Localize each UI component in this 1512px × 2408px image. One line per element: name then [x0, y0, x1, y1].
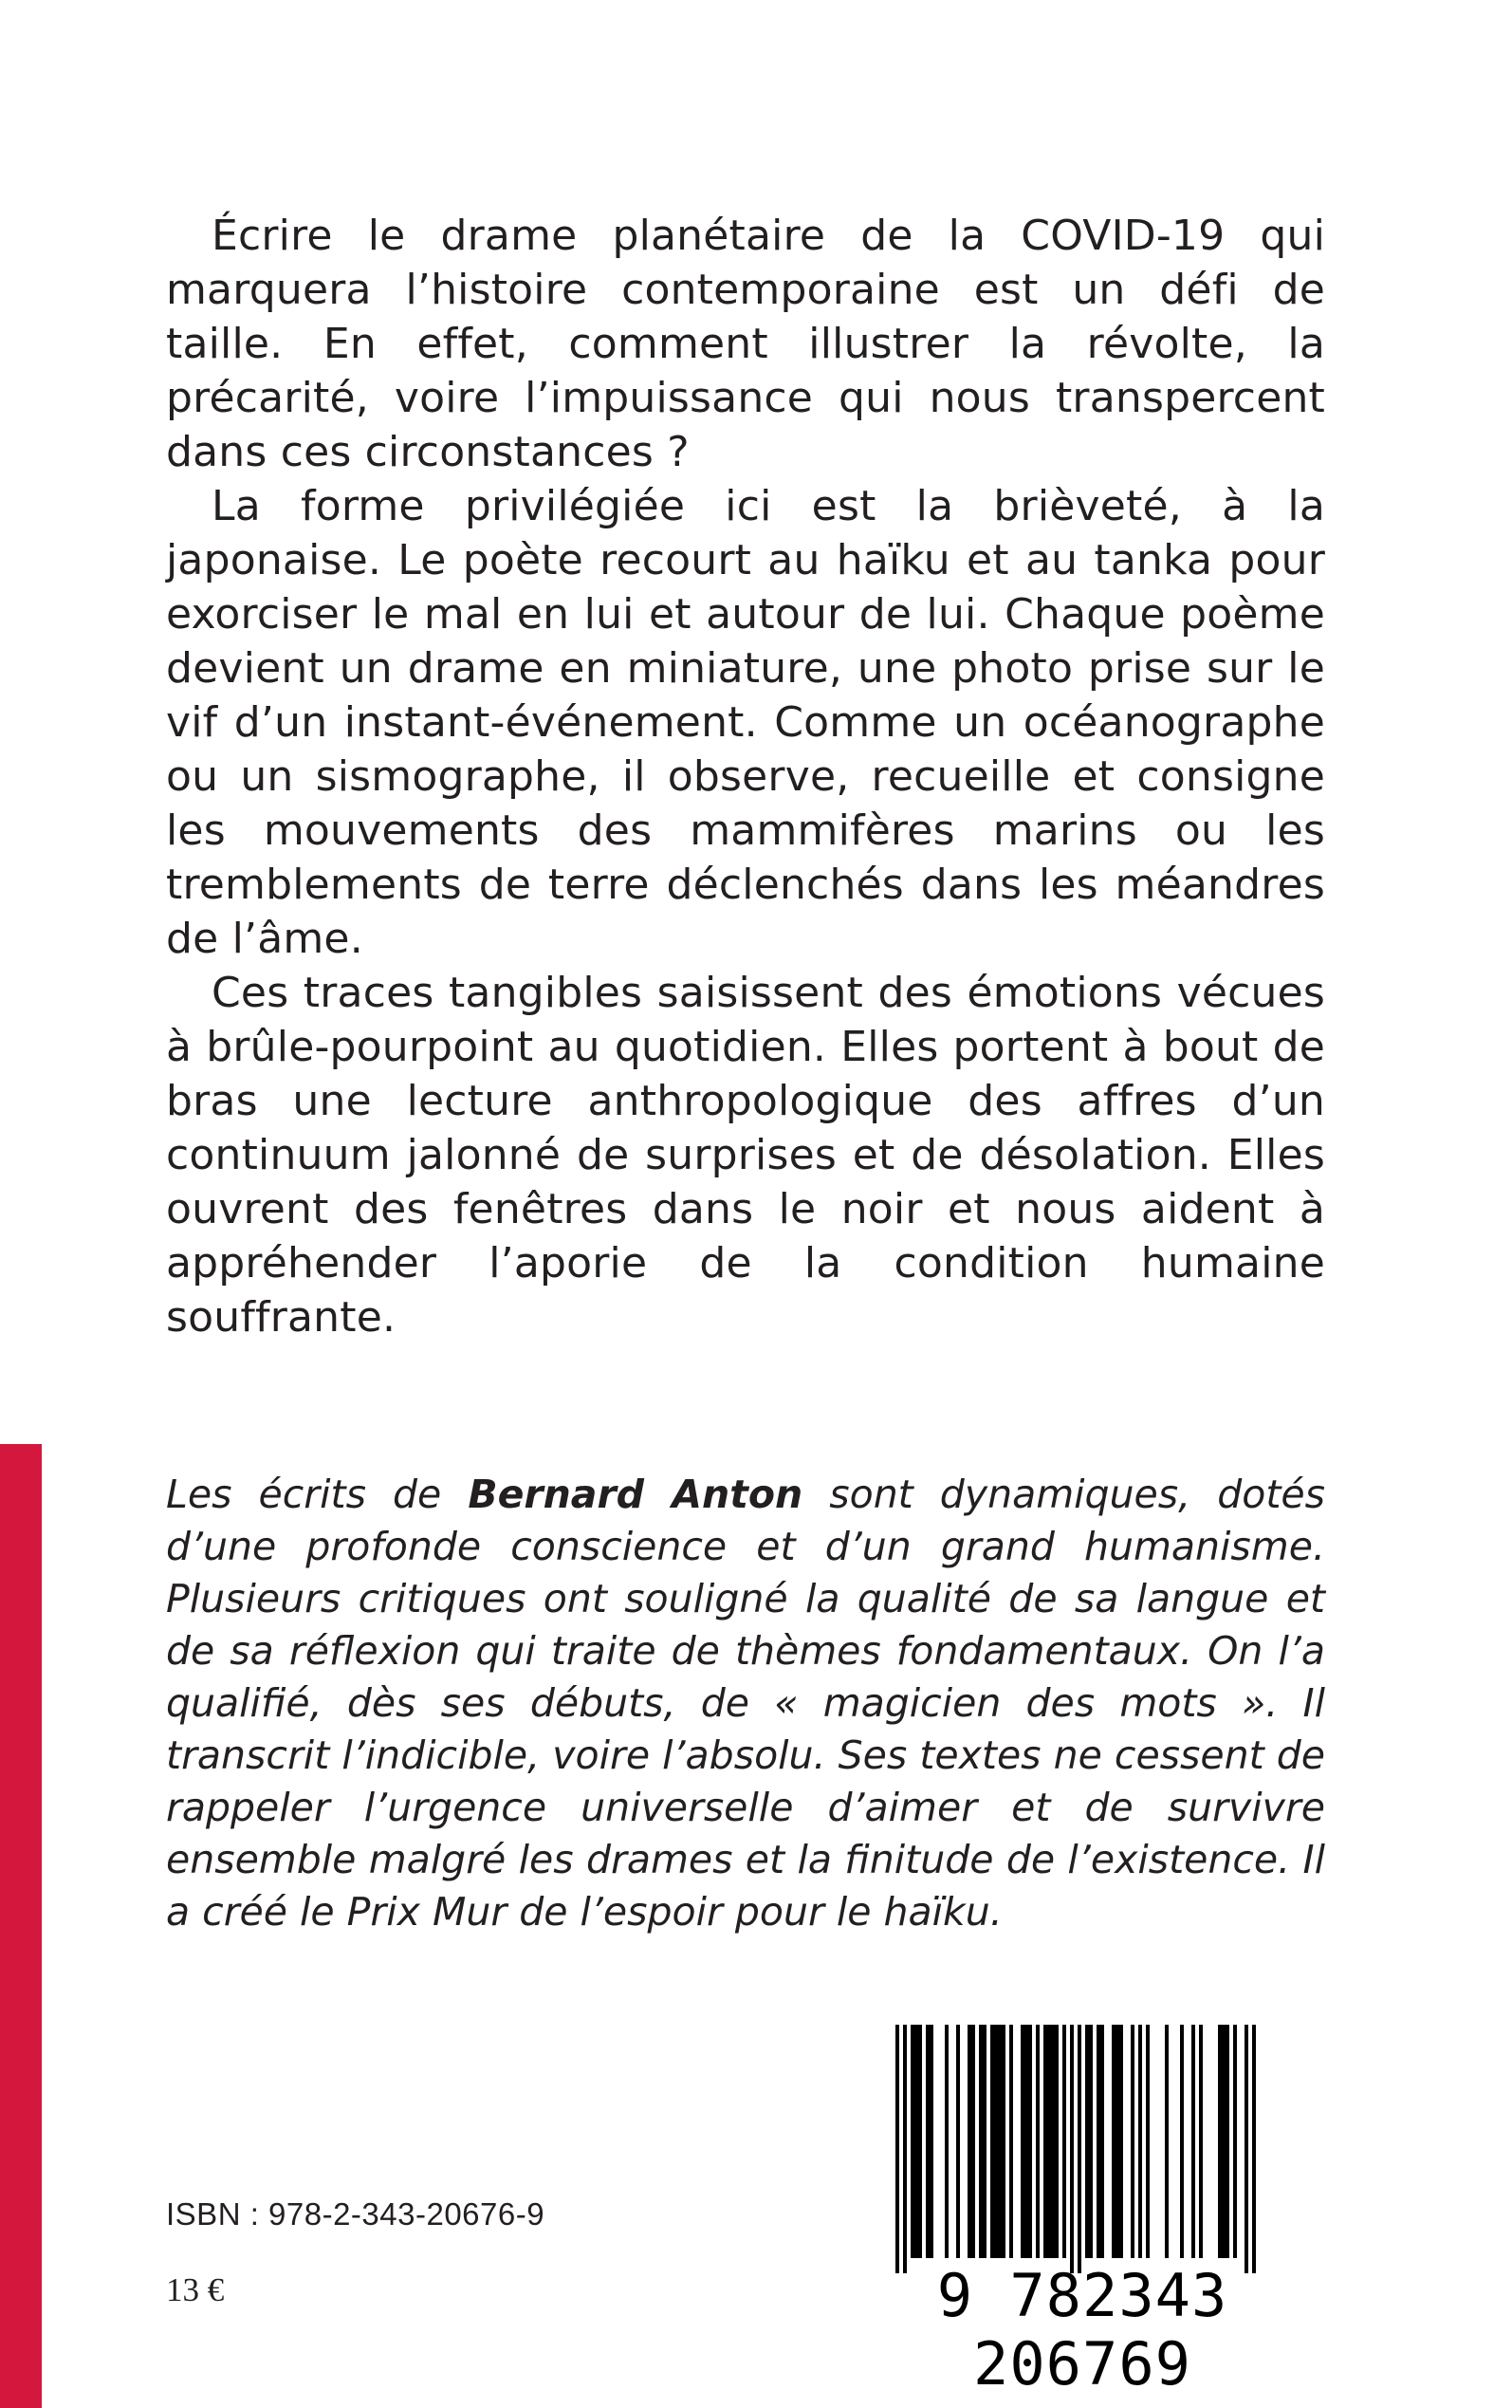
barcode-bar — [1180, 2025, 1184, 2258]
barcode-bar — [1021, 2025, 1032, 2258]
description-paragraph-3: Ces traces tangibles saisissent des émotions vécues à brûle-pourpoint au quotidien. Elles portent à bout de bras une lecture anthropologique des affres d’un continuum jalonné de surprises et de désolation. Elles ouvrent des fenêtres dans le noir et nous aident à appréhender l’aporie de la condition humaine souffrante. — [166, 969, 1325, 1342]
barcode-bar — [926, 2025, 933, 2258]
barcode-bar — [1165, 2025, 1169, 2258]
barcode-bar — [1245, 2025, 1248, 2273]
barcode-digits: 9 782343 206769 — [936, 2261, 1228, 2399]
barcode-bar — [956, 2025, 960, 2258]
barcode-bar — [1009, 2025, 1013, 2258]
barcode-bar — [945, 2025, 949, 2258]
barcode-bar — [1043, 2025, 1059, 2258]
barcode-bar — [895, 2025, 899, 2273]
barcode-bar — [1191, 2025, 1195, 2258]
barcode-bar — [1252, 2025, 1256, 2273]
red-accent-stripe — [0, 1444, 42, 2408]
barcode-bars — [857, 2025, 1307, 2273]
barcode-bar — [1097, 2025, 1104, 2258]
isbn-label: ISBN : 978-2-343-20676-9 — [166, 2196, 545, 2232]
barcode-bar — [968, 2025, 975, 2258]
description-paragraph-1: Écrire le drame planétaire de la COVID-19 qui marquera l’histoire contemporaine est un défi de taille. En effet, comment illustrer la révolte, la précarité, voire l’impuissance qui nous transpercent dans ces circonstances ? — [166, 212, 1325, 476]
author-name: Bernard Anton — [468, 1472, 803, 1517]
price-label: 13 € — [166, 2271, 225, 2308]
book-description — [166, 209, 1325, 1344]
barcode-bar — [1131, 2025, 1134, 2258]
barcode-bar — [979, 2025, 986, 2258]
barcode — [857, 2025, 1307, 2399]
barcode-bar — [1070, 2025, 1074, 2273]
barcode-bar — [1199, 2025, 1203, 2258]
barcode-bar — [990, 2025, 1005, 2258]
barcode-bar — [1146, 2025, 1150, 2258]
bio-prefix: Les écrits de — [166, 1472, 469, 1517]
barcode-bar — [1062, 2025, 1066, 2258]
barcode-bar — [1138, 2025, 1142, 2258]
description-paragraph-2: La forme privilégiée ici est la brièveté, à la japonaise. Le poète recourt au haïku et au tanka pour exorciser le mal en lui et autour de lui. Chaque poème devient un drame en miniature, une photo prise sur le vif d’un instant-événement. Comme un océanographe ou un sismographe, il observe, recueille et consigne les mouvements des mammifères marins ou les tremblements de terre déclenchés dans les méandres de l’âme. — [166, 482, 1325, 963]
barcode-bar — [903, 2025, 907, 2273]
barcode-bar — [1233, 2025, 1237, 2258]
bio-text-rest: sont dynamiques, dotés d’une profonde conscience et d’un grand humanisme. Plusieurs critiques ont souligné la qualité de sa langue et de sa réflexion qui traite de thèmes fondamentaux. On l’a qualifié, dès ses débuts, de « magicien des mots ». Il transcrit l’indicible, voire l’absolu. Ses textes ne cessent de rappeler l’urgence universelle d’aimer et de survivre ensemble malgré les drames et la finitude de l’existence. Il a créé le Prix Mur de l’espoir pour le haïku. — [166, 1472, 1325, 1935]
barcode-bar — [911, 2025, 922, 2258]
barcode-bar — [1078, 2025, 1081, 2273]
barcode-bar — [1036, 2025, 1040, 2258]
barcode-bar — [1085, 2025, 1093, 2258]
barcode-bar — [1112, 2025, 1123, 2258]
barcode-bar — [1218, 2025, 1229, 2258]
author-bio — [166, 1469, 1325, 1938]
